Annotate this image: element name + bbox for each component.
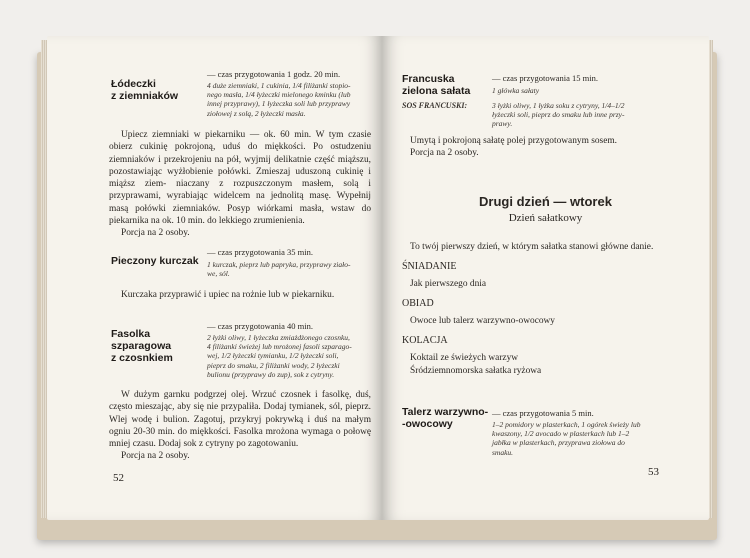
- day-subtitle: Dzień sałatkowy: [508, 212, 583, 224]
- meal-name: ŚNIADANIE: [402, 261, 457, 272]
- ingredient-line: 4 duże ziemniaki, 1 cukinia, 1/4 filiżanki stopio-: [207, 81, 351, 90]
- servings: Porcja na 2 osoby.: [121, 451, 190, 462]
- method-line: W dużym garnku podgrzej olej. Wrzuć czosnek i fasolkę, duś,: [121, 390, 371, 400]
- recipe-ingredients: [207, 260, 377, 278]
- recipe-title-talerz: [402, 406, 488, 430]
- ingredient-line: bulionu (przyprawy do zup), sok z cytryny.: [207, 369, 335, 379]
- ingredient-line: 1–2 pomidory w plasterkach, 1 ogórek świeży lub: [492, 420, 641, 429]
- recipe-title-line: zielona sałata: [402, 85, 471, 97]
- ingredient-line: kwaszony, 1/2 avocado w plasterkach lub 1–2: [492, 429, 630, 439]
- ingredient-line: jabłka w plasterkach, przyprawa ziołowa do: [492, 438, 625, 448]
- servings: Porcja na 2 osoby.: [121, 228, 190, 239]
- method-line: widelcem na jednolitą masę. Wypełnij masą połówki ziemniaków.: [109, 191, 372, 214]
- left-page: [47, 36, 382, 520]
- recipe-title-line: z czosnkiem: [111, 352, 173, 364]
- recipe-title-salata: [402, 73, 470, 97]
- recipe-method: [109, 389, 371, 463]
- method-line: często mieszając, aby się nie przypaliła. Dodaj tymianek, sól, pieprz.: [109, 402, 371, 413]
- ingredient-line: 4 filiżanki świeżej lub mrożonej fasoli szparago-: [207, 342, 352, 352]
- recipe-title-lodeczki: [111, 78, 178, 102]
- sauce-label: SOS FRANCUSKI:: [402, 101, 468, 110]
- method-line: lekkiego zrumienienia.: [218, 216, 305, 227]
- method-line: i przekrojeniu na pół, wyjmij delikatnie część miąższu, pozostawiając: [109, 154, 371, 177]
- sauce-ingredients: [492, 101, 672, 129]
- recipe-ingredients: [207, 81, 377, 118]
- recipe-ingredients: [207, 333, 377, 379]
- recipe-method: [109, 129, 371, 240]
- recipe-ingredients: 1 główka sałaty: [492, 86, 540, 95]
- recipe-title-line: Talerz warzywno-: [402, 406, 489, 418]
- method-line: mniej czasu. Dodaj sok z cytryny po zagotowaniu.: [109, 439, 299, 450]
- recipe-title-line: z ziemniaków: [111, 90, 179, 102]
- day-title: Drugi dzień — wtorek: [479, 194, 612, 209]
- ingredient-line: ziołowej z solą, 2 łyżeczki masła.: [207, 108, 306, 118]
- method-line: Posyp wiórkami masła, wstaw do piekarnika na ok. 10 min. do: [109, 203, 372, 227]
- recipe-time: — czas przygotowania 40 min.: [207, 321, 313, 331]
- method-line: cukinię pokrojoną, uduś do miękkości. Po ostudzeniu ziemniaków: [109, 142, 372, 165]
- recipe-title-line: Łódeczki: [111, 78, 156, 90]
- recipe-time: — czas przygotowania 5 min.: [492, 408, 594, 418]
- method-line: ogniu 20-30 min. do miękkości. Fasolka mrożona wymaga o połowę: [109, 426, 371, 437]
- ingredient-line: prawy.: [492, 119, 513, 129]
- recipe-method: [410, 135, 680, 160]
- method-line: Upiecz ziemniaki w piekarniku — ok. 60 min. W tym czasie obierz: [109, 130, 371, 153]
- meal-name: KOLACJA: [402, 335, 448, 346]
- ingredient-line: smaku.: [492, 447, 514, 457]
- ingredient-line: 2 łyżki oliwy, 1 łyżeczka zmiażdżonego czosnku,: [207, 333, 350, 342]
- method-line: wyżłobienie połówki. Zmieszaj uduszoną cukinię i miąższ ziem-: [109, 166, 372, 190]
- recipe-time: — czas przygotowania 15 min.: [492, 73, 598, 83]
- method-line: Umytą i pokrojoną sałatę polej przygotowanym sosem.: [410, 136, 617, 146]
- ingredient-line: we, sól.: [207, 269, 230, 279]
- ingredient-line: innej przyprawy), 1 łyżeczka soli lub przyprawy: [207, 99, 351, 109]
- ingredient-line: nego masła, 1/4 łyżeczki mielonego kminku (lub: [207, 90, 351, 100]
- recipe-time: — czas przygotowania 35 min.: [207, 247, 313, 257]
- recipe-method: [109, 289, 371, 301]
- day-intro: To twój pierwszy dzień, w którym sałatka stanowi główne danie.: [410, 242, 654, 252]
- recipe-title-line: Francuska: [402, 73, 455, 85]
- meal-item: Koktail ze świeżych warzyw: [410, 353, 519, 363]
- page-number: 52: [113, 472, 124, 484]
- recipe-title-fasolka: [111, 328, 173, 364]
- recipe-time: — czas przygotowania 1 godz. 20 min.: [207, 69, 341, 79]
- method-line: Wlej wodę i bulion. Zagotuj, przykryj pokrywką i duś na małym: [109, 414, 371, 425]
- ingredient-line: 1 kurczak, pieprz lub papryka, przyprawy ziało-: [207, 260, 351, 269]
- recipe-title-line: szparagowa: [111, 340, 172, 352]
- recipe-title-line: -owocowy: [402, 418, 453, 430]
- page-number: 53: [648, 466, 659, 478]
- ingredient-line: pieprz do smaku, 2 filiżanki wody, 2 łyżeczki: [207, 360, 340, 370]
- method-line: Kurczaka przyprawić i upiec na rożnie lub w piekarniku.: [121, 290, 335, 300]
- recipe-ingredients: [492, 420, 682, 457]
- meal-name: OBIAD: [402, 298, 434, 309]
- servings: Porcja na 2 osoby.: [410, 148, 479, 159]
- ingredient-line: 3 łyżki oliwy, 1 łyżka soku z cytryny, 1/4–1/2: [492, 101, 625, 110]
- recipe-title-kurczak: [111, 255, 199, 267]
- right-page: [382, 36, 709, 520]
- meal-item: Jak pierwszego dnia: [410, 279, 487, 289]
- ingredient-line: wej, 1/2 łyżeczki tymianku, 1/2 łyżeczki soli,: [207, 351, 339, 361]
- meal-item: Owoce lub talerz warzywno-owocowy: [410, 316, 555, 326]
- ingredient-line: łyżeczki soli, pieprz do smaku lub inne przy-: [492, 110, 625, 120]
- meal-item: Śródziemnomorska sałatka ryżowa: [410, 366, 542, 376]
- recipe-title-line: Fasolka: [111, 328, 151, 340]
- open-book: [37, 30, 717, 530]
- method-line: niaczany z rozpuszczonym masłem, solą i przyprawami, wyrabiając: [109, 179, 372, 202]
- recipe-title-line: Pieczony kurczak: [111, 255, 199, 267]
